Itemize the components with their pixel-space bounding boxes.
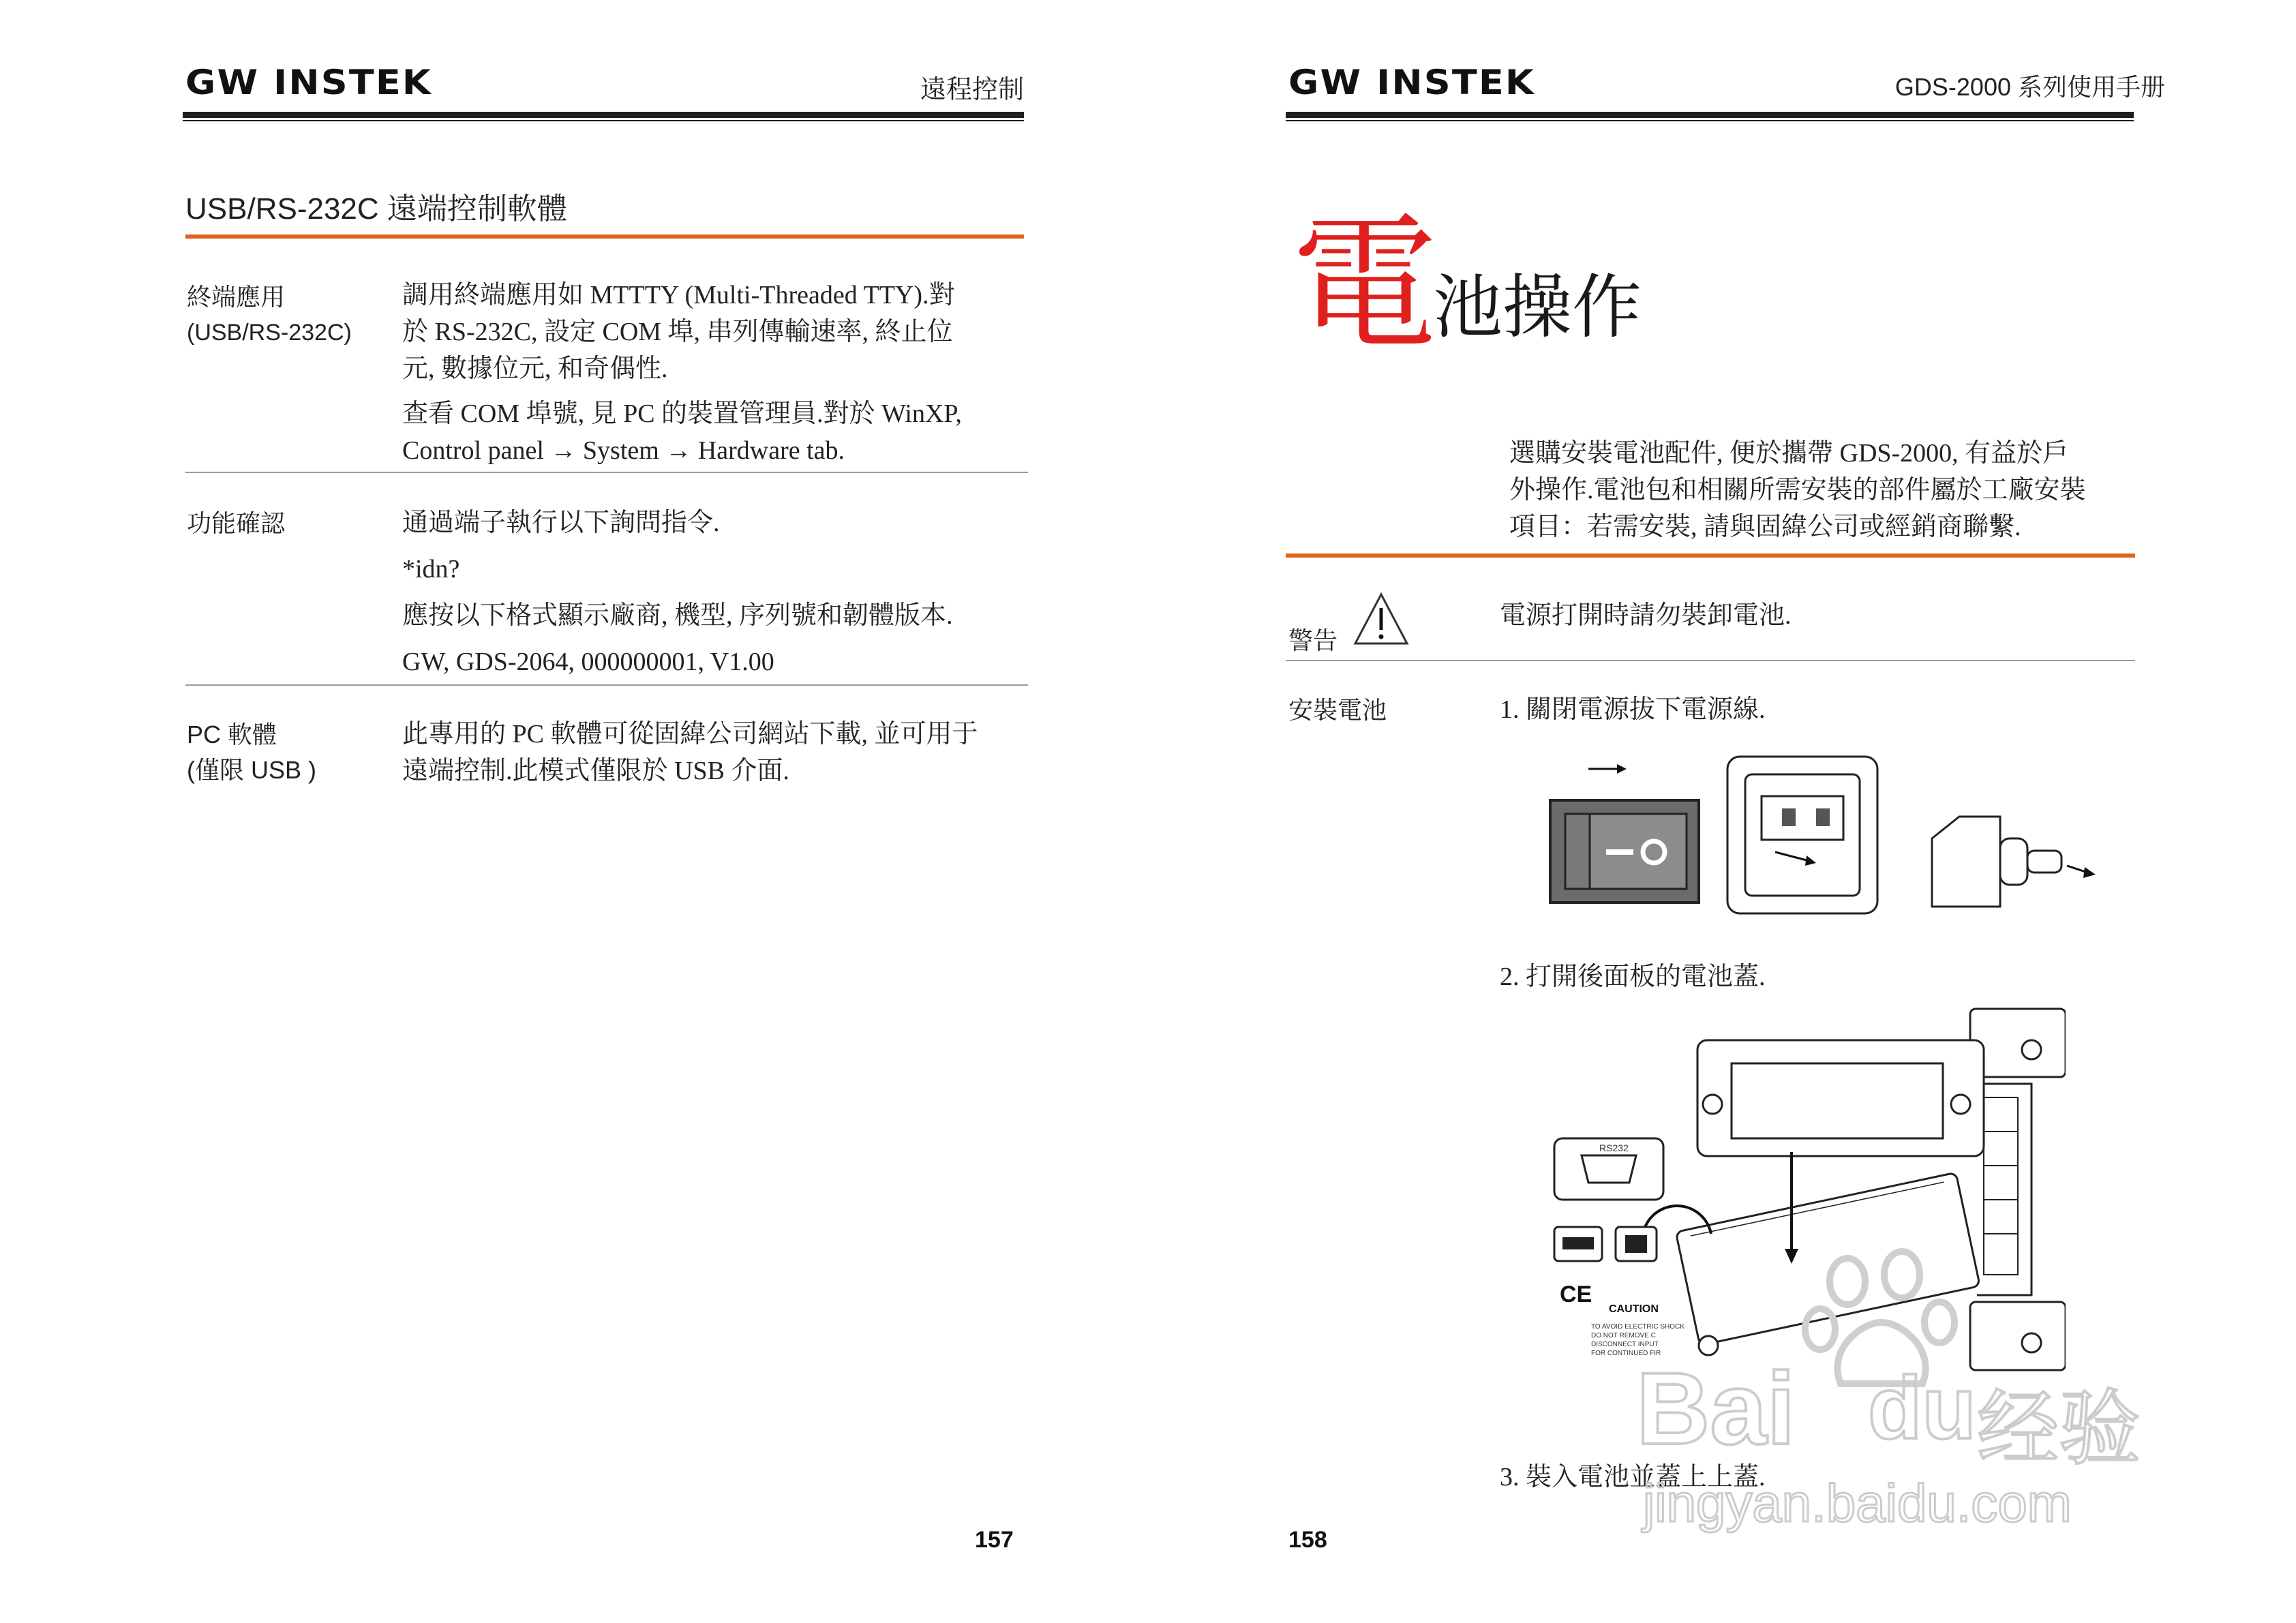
chapter-title-initial: 電 [1291,204,1439,367]
caution-line: FOR CONTINUED FIR [1591,1350,1661,1357]
text-line: 查看 COM 埠號, 見 PC 的裝置管理員.對於 WinXP, [402,399,962,428]
label-line: 終端應用 [187,283,286,311]
row-text-response-format: 應按以下格式顯示廠商, 機型, 序列號和韌體版本. [402,601,953,630]
idn-command: *idn? [402,555,460,583]
watermark-jingyan: 经验 [1977,1383,2141,1474]
warning-triangle-icon [1353,592,1410,646]
chapter-intro-underline [1286,553,2135,558]
text-line: 此專用的 PC 軟體可從固緯公司網站下載, 並可用于 [402,720,978,748]
header-rule [183,112,1024,118]
row-label-pc-software [187,717,316,788]
section-title-underline [185,234,1024,239]
header-rule-thin [183,120,1024,121]
step-3: 3. 裝入電池並蓋上上蓋. [1500,1463,1766,1491]
row-text-pc-software [402,716,978,789]
row-label-terminal [187,279,352,350]
row-text-response-example: GW, GDS-2064, 000000001, V1.00 [402,648,774,676]
row-label-function-check [187,506,285,541]
label-line: (僅限 USB ) [187,756,317,784]
step-1: 1. 關閉電源拔下電源線. [1500,695,1766,724]
label-line: (USB/RS-232C) [187,320,352,346]
watermark-url: jingyan.baidu.com [1643,1473,2072,1533]
text-line: 元, 數據位元, 和奇偶性. [402,354,668,383]
caution-text [1591,1322,1685,1358]
page-header-title: GDS-2000 系列使用手册 [1894,73,2165,101]
power-off-illustration [1543,743,1898,920]
row-text-com-port [402,395,962,469]
header-rule-thin [1286,120,2134,121]
warning-label: 警告 [1288,626,1338,654]
row-text-query: 通過端子執行以下詢問指令. [402,509,720,537]
label-line: 功能確認 [187,509,286,537]
step-2: 2. 打開後面板的電池蓋. [1500,962,1766,991]
text-line: 調用終端應用如 MTTTY (Multi-Threaded TTY).對 [402,281,955,309]
text-line: 選購安裝電池配件, 便於攜帶 GDS-2000, 有益於戶 [1509,439,2069,468]
chapter-title-rest: 池操作 [1433,270,1642,347]
text-line: Control panel → System → Hardware tab. [402,436,845,465]
caution-title: CAUTION [1609,1303,1659,1315]
install-label: 安裝電池 [1288,696,1387,724]
text-line: 項目：若需安裝, 請與固緯公司或經銷商聯繫. [1509,513,2021,541]
page-header-title: 遠程控制 [920,76,1024,104]
caution-line: DISCONNECT INPUT [1591,1341,1659,1348]
ce-mark: CE [1560,1281,1592,1307]
header-rule [1286,112,2134,118]
section-title: USB/RS-232C 遠端控制軟體 [185,192,567,226]
chapter-intro [1509,435,2086,545]
brand-logo: GW INSTEK [1288,63,1535,102]
rs232-label: RS232 [1599,1142,1629,1153]
text-line: 於 RS-232C, 設定 COM 埠, 串列傳輸速率, 終止位 [402,318,953,346]
page-number: 158 [1288,1527,1327,1553]
power-plug-icon [1918,811,2102,920]
text-line: 外操作.電池包和相關所需安裝的部件屬於工廠安裝 [1509,476,2086,504]
row-divider [185,472,1028,473]
label-line: PC 軟體 [187,721,277,748]
row-divider [185,684,1028,686]
right-page [1148,0,2296,1623]
watermark-du: du [1868,1358,1976,1457]
caution-line: DO NOT REMOVE C [1591,1332,1656,1339]
page-number: 157 [975,1527,1014,1553]
row-text-terminal [402,277,955,387]
warning-text: 電源打開時請勿裝卸電池. [1500,601,1792,630]
watermark-bai: Bai [1636,1351,1796,1466]
brand-logo: GW INSTEK [185,63,432,102]
caution-line: TO AVOID ELECTRIC SHOCK [1591,1323,1685,1331]
row-divider [1286,660,2135,661]
text-line: 遠端控制.此模式僅限於 USB 介面. [402,757,789,785]
